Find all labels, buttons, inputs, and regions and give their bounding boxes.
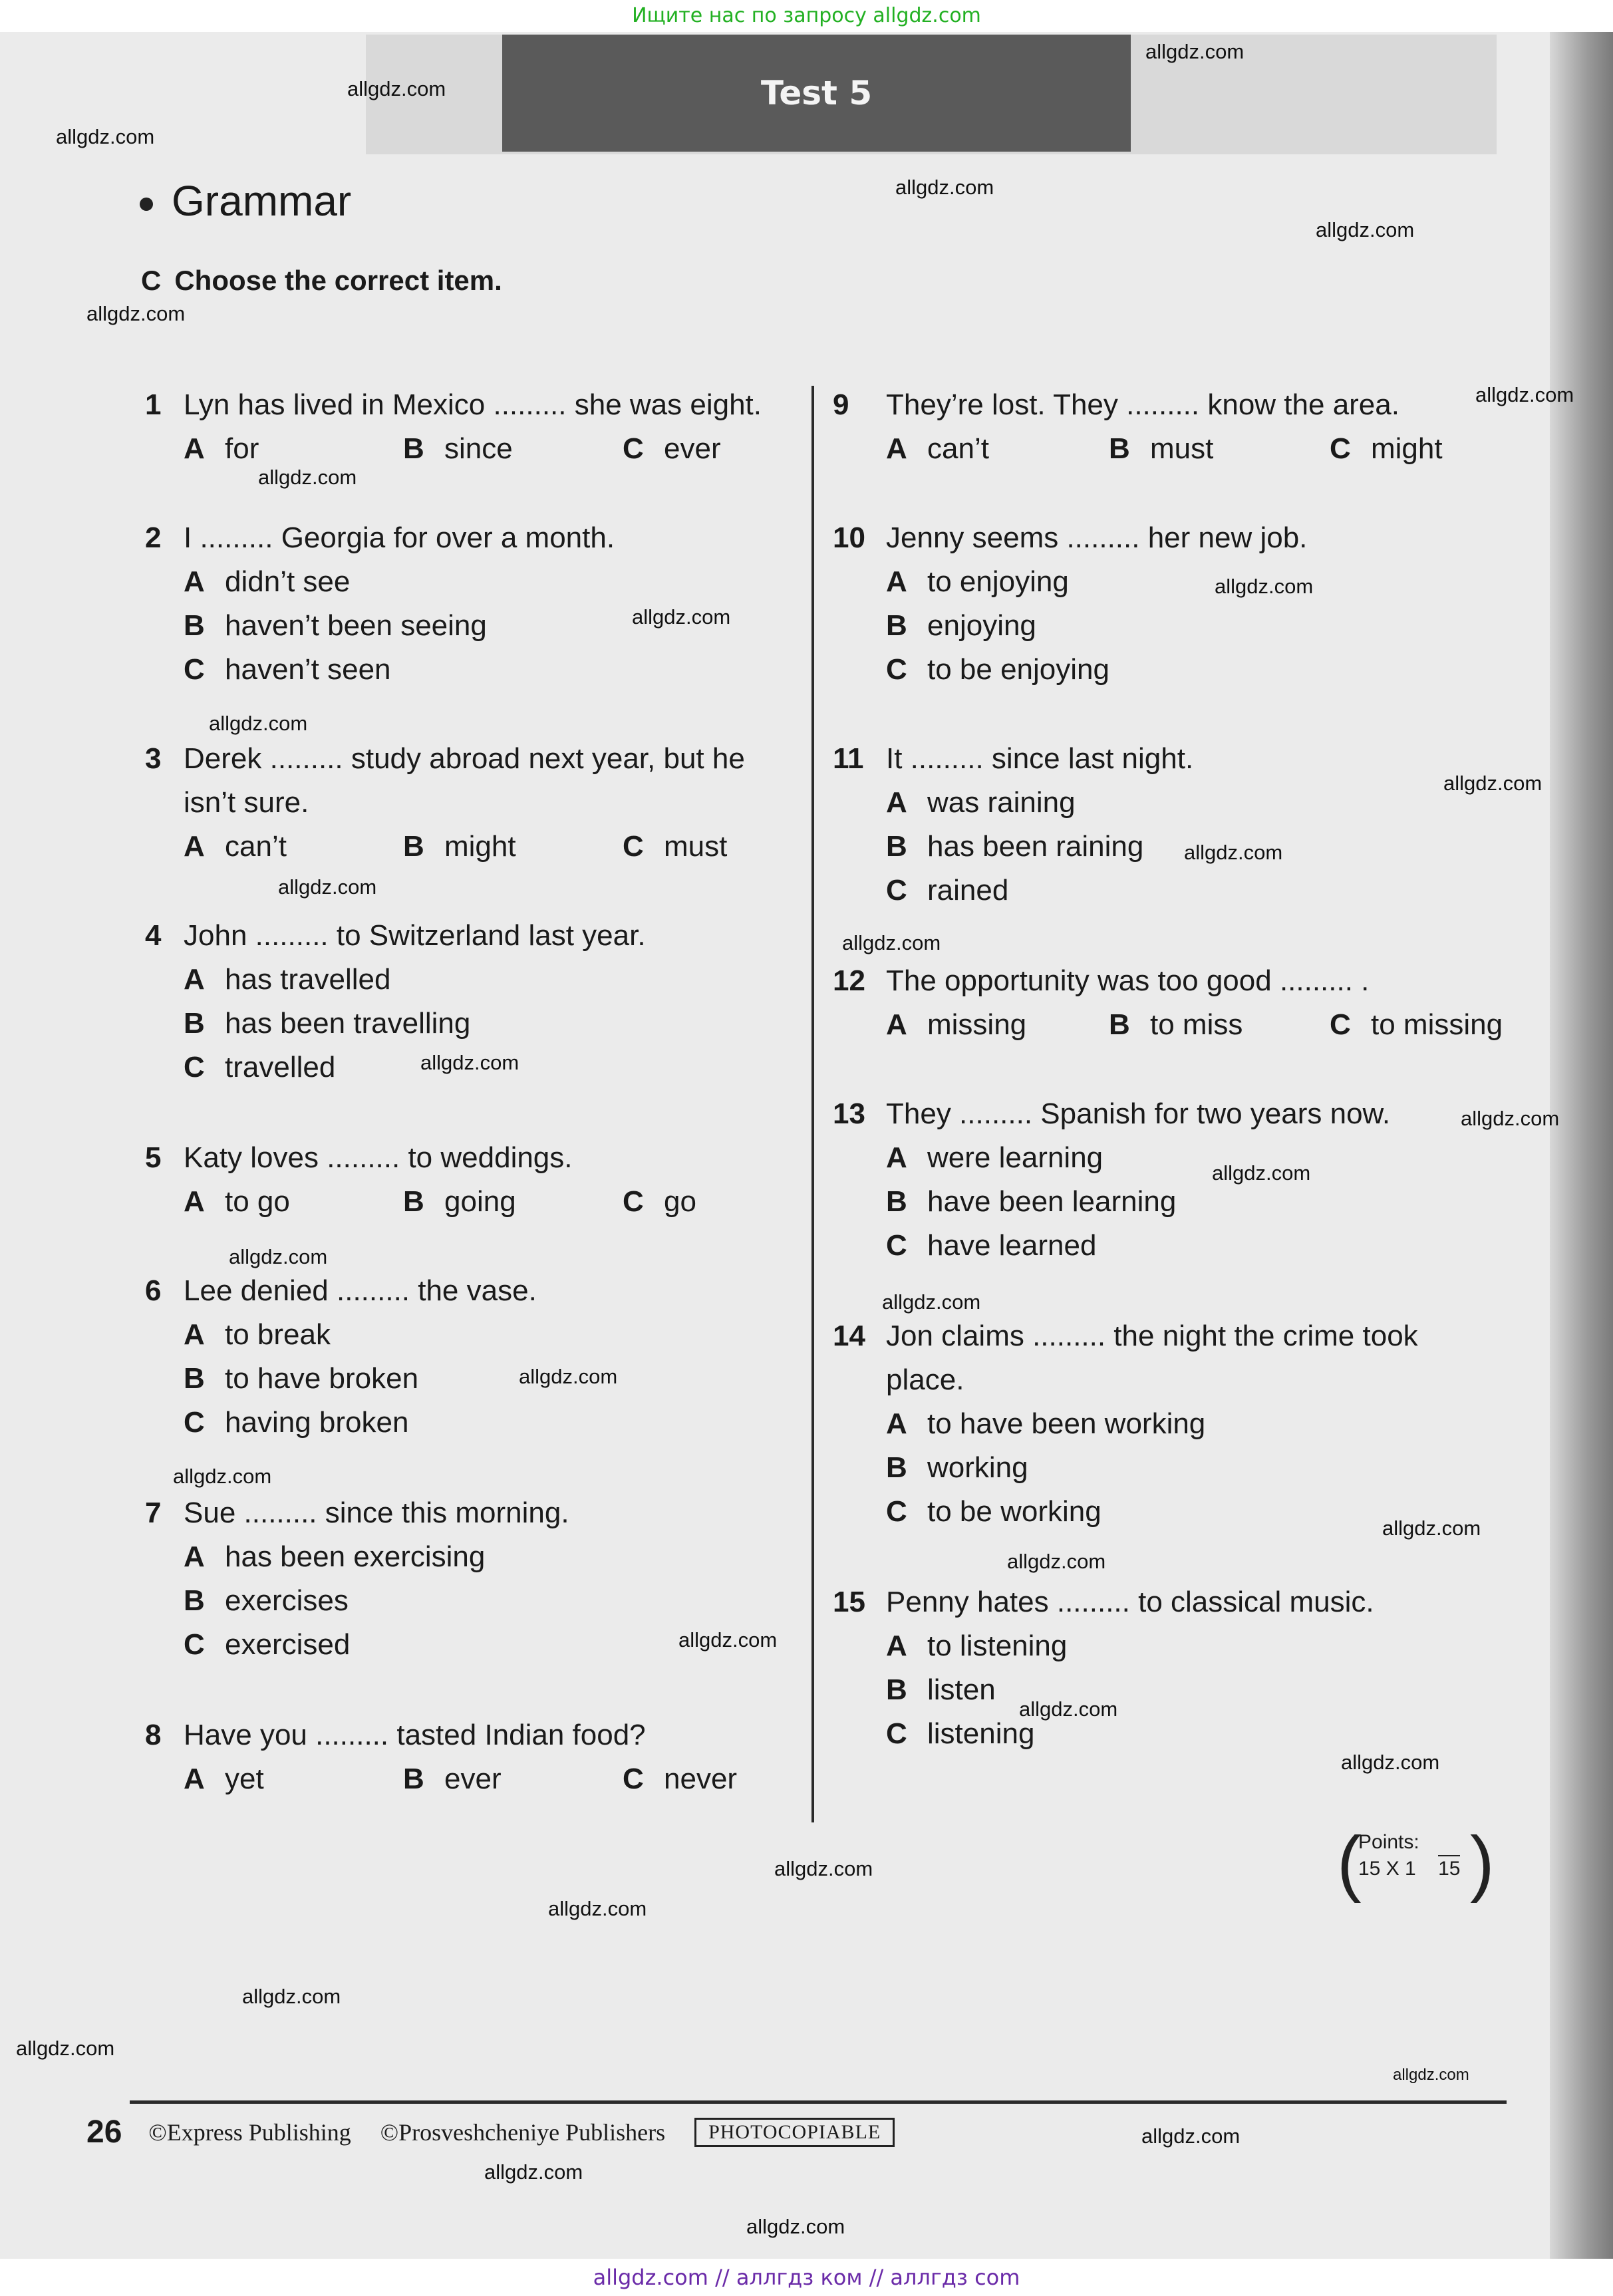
question-11 [833,737,1193,913]
page-edge-shadow [1550,32,1613,2259]
option-c[interactable]: C might [1330,432,1443,465]
top-banner: Ищите нас по запросу allgdz.com [0,0,1613,32]
page-number: 26 [86,2114,122,2150]
question-number: 8 [145,1719,162,1751]
watermark: allgdz.com [1461,1107,1560,1130]
option-a[interactable]: A to go [184,1185,290,1218]
points-total: 15 [1438,1855,1460,1880]
test-title [502,35,1131,152]
question-number: 12 [833,964,865,997]
options [184,1535,569,1667]
watermark: allgdz.com [1007,1550,1106,1573]
watermark: allgdz.com [1145,40,1245,63]
points-box [1337,1822,1495,1904]
watermark: allgdz.com [882,1290,981,1314]
option-b[interactable]: B haven’t been seeing [184,609,487,642]
watermark: allgdz.com [56,125,155,148]
question-number: 13 [833,1097,865,1130]
options [184,1180,696,1224]
question-number: 14 [833,1320,865,1352]
option-a[interactable]: A to enjoying [886,565,1069,598]
question-9 [833,383,1443,471]
watermark: allgdz.com [229,1245,328,1268]
options [886,1624,1374,1756]
option-b[interactable]: B going [403,1185,516,1218]
question-stem: Sue ......... since this morning. [184,1497,569,1529]
watermark: allgdz.com [774,1857,873,1880]
question-stem: Lee denied ......... the vase. [184,1274,537,1307]
footer [86,2114,895,2150]
watermark: allgdz.com [173,1465,272,1488]
bottom-banner: allgdz.com // аллгдз ком // аллгдз com [0,2259,1613,2296]
option-b[interactable]: B might [403,830,516,863]
column-divider [811,386,814,1822]
option-c[interactable]: C to missing [1330,1008,1503,1041]
option-c[interactable]: C having broken [184,1406,409,1439]
watermark: allgdz.com [1393,2066,1469,2084]
option-a[interactable]: A to break [184,1318,331,1351]
watermark: allgdz.com [86,302,186,325]
options [886,1402,1511,1534]
question-stem: They’re lost. They ......... know the area. [886,388,1399,421]
question-6 [145,1269,537,1445]
watermark: allgdz.com [347,77,446,100]
option-a[interactable]: A has travelled [184,963,391,996]
option-a[interactable]: A for [184,432,259,465]
question-number: 9 [833,388,849,421]
question-number: 7 [145,1497,162,1529]
option-a[interactable]: A has been exercising [184,1540,486,1573]
watermark: allgdz.com [1443,772,1542,795]
options [184,958,646,1089]
option-c[interactable]: C ever [623,432,721,465]
footer-divider [130,2100,1507,2104]
watermark: allgdz.com [678,1628,778,1651]
options [886,1136,1390,1268]
options [886,781,1193,913]
question-1 [145,383,842,471]
right-paren: ) [1470,1822,1495,1904]
option-a[interactable]: A to listening [886,1630,1068,1662]
question-stem: Katy loves ......... to weddings. [184,1141,573,1174]
question-stem: Lyn has lived in Mexico ......... she was eight. [184,388,762,421]
option-c[interactable]: C to be working [886,1495,1101,1528]
question-number: 2 [145,521,162,554]
question-number: 15 [833,1586,865,1618]
question-stem-continued: place. [886,1363,964,1396]
option-a[interactable]: A didn’t see [184,565,351,598]
question-4 [145,914,646,1089]
publisher-prosveshcheniye: ©Prosveshcheniye Publishers [380,2118,666,2146]
points-formula: 15 X 1 15 [1358,1856,1460,1882]
question-stem-continued: isn’t sure. [184,786,309,819]
watermark: allgdz.com [895,176,994,199]
question-stem: Penny hates ......... to classical music. [886,1586,1374,1618]
option-c[interactable]: C never [623,1763,738,1795]
question-stem: Have you ......... tasted Indian food? [184,1719,646,1751]
watermark: allgdz.com [242,1985,341,2008]
question-number: 4 [145,919,162,952]
question-10 [833,516,1307,692]
watermark: allgdz.com [746,2215,845,2238]
watermark: allgdz.com [548,1897,647,1920]
test-title-text: Test 5 [760,74,873,112]
options [184,825,804,869]
options [886,1003,1503,1047]
option-c[interactable]: C rained [886,874,1009,907]
watermark: allgdz.com [842,931,941,954]
options [184,427,842,471]
question-stem: It ......... since last night. [886,742,1194,775]
watermark: allgdz.com [632,605,731,629]
question-number: 1 [145,388,162,421]
question-12 [833,959,1503,1047]
question-5 [145,1136,696,1224]
watermark: allgdz.com [519,1365,618,1388]
option-b[interactable]: B has been travelling [184,1007,471,1040]
watermark: allgdz.com [420,1051,519,1074]
option-b[interactable]: B has been raining [886,830,1144,863]
option-b[interactable]: B to have broken [184,1362,419,1395]
watermark: allgdz.com [1475,383,1574,406]
watermark: allgdz.com [1341,1751,1440,1774]
option-a[interactable]: A was raining [886,786,1076,819]
left-paren: ( [1337,1822,1362,1904]
option-a[interactable]: A missing [886,1008,1027,1041]
section-title [140,176,351,225]
options [184,1757,737,1801]
question-stem: Derek ......... study abroad next year, but he [184,742,745,775]
watermark: allgdz.com [1382,1516,1481,1540]
option-b[interactable]: B working [886,1451,1028,1484]
options [184,1313,537,1445]
options [184,560,615,692]
question-stem: Jenny seems ......... her new job. [886,521,1308,554]
option-a[interactable]: A can’t [184,830,287,863]
option-c[interactable]: C go [623,1185,696,1218]
instruction-letter: C [141,265,162,296]
option-c[interactable]: C have learned [886,1229,1097,1262]
points-label: Points: [1358,1831,1419,1853]
watermark: allgdz.com [1212,1161,1311,1185]
watermark: allgdz.com [1141,2124,1241,2148]
option-b[interactable]: B exercises [184,1584,349,1617]
watermark: allgdz.com [209,712,308,735]
publisher-express: ©Express Publishing [148,2118,351,2146]
option-b[interactable]: B have been learning [886,1185,1177,1218]
question-stem: Jon claims ......... the night the crime took [886,1320,1418,1352]
option-b[interactable]: B since [403,432,513,465]
question-2 [145,516,615,692]
option-a[interactable]: A were learning [886,1141,1103,1174]
bullet-icon [140,198,153,211]
option-b[interactable]: B enjoying [886,609,1036,642]
question-stem: The opportunity was too good ......... . [886,964,1370,997]
question-14 [833,1314,1511,1534]
option-a[interactable]: A yet [184,1763,264,1795]
question-stem: They ......... Spanish for two years now. [886,1097,1391,1130]
question-7 [145,1491,569,1667]
question-8 [145,1713,737,1801]
question-stem: I ......... Georgia for over a month. [184,521,615,554]
question-number: 10 [833,521,865,554]
question-number: 3 [145,742,162,775]
watermark: allgdz.com [1316,218,1415,241]
option-b[interactable]: B must [1109,432,1214,465]
instruction-text: Choose the correct item. [174,265,502,296]
option-b[interactable]: B to miss [1109,1008,1243,1041]
question-number: 11 [833,742,864,775]
watermark: allgdz.com [1184,841,1283,864]
question-3 [145,737,804,869]
watermark: allgdz.com [1019,1697,1118,1721]
watermark: allgdz.com [484,2160,583,2184]
section-title-text: Grammar [172,177,352,225]
watermark: allgdz.com [258,466,357,489]
watermark: allgdz.com [16,2037,115,2060]
option-a[interactable]: A can’t [886,432,989,465]
watermark: allgdz.com [1215,575,1314,598]
question-15 [833,1580,1374,1756]
options [886,427,1443,471]
option-b[interactable]: B listen [886,1673,996,1706]
watermark: allgdz.com [278,875,377,899]
option-c[interactable]: C exercised [184,1628,351,1661]
option-c[interactable]: C must [623,830,728,863]
instruction [141,265,502,297]
option-c[interactable]: C travelled [184,1051,336,1083]
question-number: 5 [145,1141,162,1174]
option-c[interactable]: C listening [886,1717,1035,1750]
question-number: 6 [145,1274,162,1307]
option-b[interactable]: B ever [403,1763,502,1795]
option-c[interactable]: C to be enjoying [886,653,1109,686]
photocopiable-stamp: PHOTOCOPIABLE [694,2118,895,2147]
question-stem: John ......... to Switzerland last year. [184,919,646,952]
option-a[interactable]: A to have been working [886,1407,1206,1440]
option-c[interactable]: C haven’t seen [184,653,391,686]
